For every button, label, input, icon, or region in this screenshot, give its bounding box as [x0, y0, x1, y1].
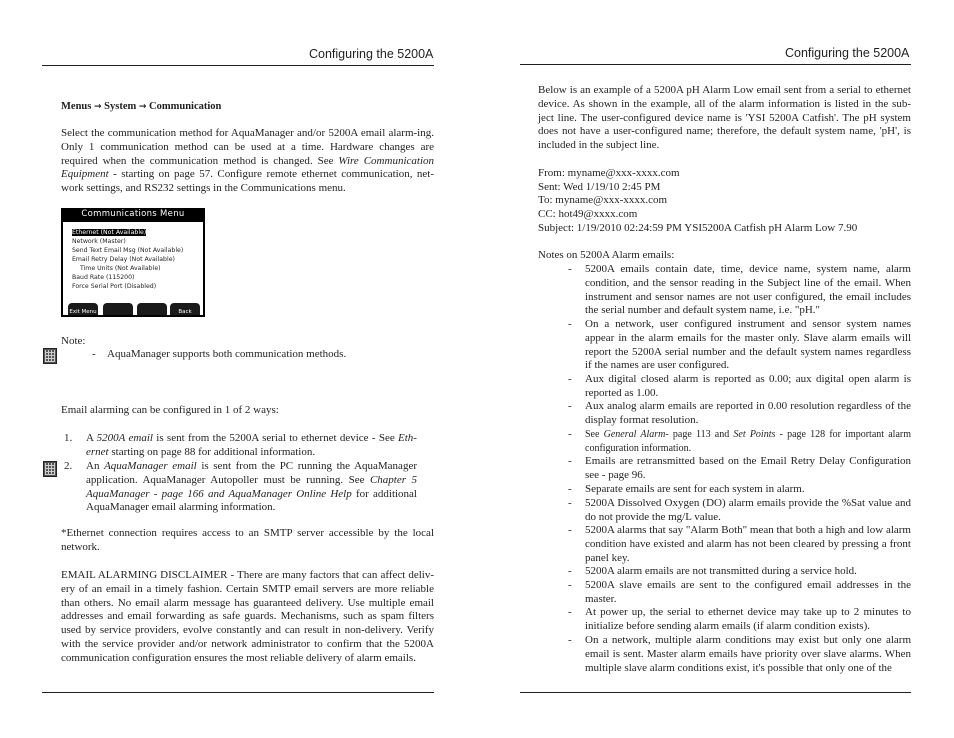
menu-item-email-retry-delay[interactable]: Email Retry Delay (Not Available) — [72, 256, 175, 263]
bullet-dash: - — [568, 606, 572, 618]
option-2-mid: is sent from the PC running the AquaManager application. AquaManager Autopoller must be running. See — [86, 460, 417, 486]
option-1-tail: starting on page 88 for additional information. — [108, 445, 316, 458]
email-example-intro: Below is an example of a 5200A pH Alarm Low email sent from a serial to ethernet device. As shown in the example, all of the alarm information is listed in the sub-ject line. The user-configured device name is 'YSI 5200A Catfish'. The pH system does not have a user-configured name; therefore, the default system name, 'pH', is included in the subject line. — [538, 84, 911, 152]
note-bullet-13: On a network, multiple alarm conditions may exist but only one alarm email is sent. Master alarm emails have priority over slave alarms. When multiple slave alarm conditions exist, it's possible that only one of the — [585, 634, 911, 674]
note-bullet-11: 5200A slave emails are sent to the configured email addresses in the master. — [585, 579, 911, 605]
breadcrumb-menus: Menus — [61, 101, 92, 112]
email-cc: CC: hot49@xxxx.com — [538, 208, 638, 220]
communications-menu-screen — [61, 208, 205, 317]
option-2-tail: for additional AquaManager email alarming information. — [86, 487, 417, 514]
bullet-dash: - — [568, 634, 572, 646]
softkey-back[interactable]: Back — [170, 303, 200, 315]
menu-item-baud-rate[interactable]: Baud Rate (115200) — [72, 274, 135, 281]
menu-item-force-serial-port[interactable]: Force Serial Port (Disabled) — [72, 283, 157, 290]
bullet-dash: - — [568, 373, 572, 385]
communication-intro — [61, 127, 434, 196]
left-footer-rule — [42, 692, 434, 693]
email-subject: Subject: 1/19/2010 02:24:59 PM YSI5200A Catfish pH Alarm Low 7.90 — [538, 222, 858, 234]
ethernet-smtp-note: *Ethernet connection requires access to an SMTP server accessible by the local network. — [61, 527, 434, 553]
intro-text-tail: - starting on page 57. Configure remote ethernet communication, net-work settings, and RS232 settings in the Communications menu. — [61, 168, 434, 195]
email-sent: Sent: Wed 1/19/10 2:45 PM — [538, 181, 661, 193]
option-1-text — [86, 432, 417, 460]
note-bullet-2: On a network, user configured instrument and sensor system names appear in the alarm emails for the master only. Slave alarm emails will report the 5200A serial number and the default system names regardless if the names are user configured. — [585, 318, 911, 372]
note-label: Note: — [61, 335, 86, 347]
bullet-dash: - — [568, 400, 572, 412]
general-alarm-link[interactable]: General Alarm — [603, 429, 666, 440]
menu-item-time-units[interactable]: Time Units (Not Available) — [80, 265, 161, 272]
breadcrumb-communication: Communication — [149, 101, 222, 112]
aquamanager-email-term: AquaManager email — [104, 460, 197, 472]
option-2-text — [86, 460, 417, 515]
see-tail: - page 128 for important alarm configuration information. — [585, 429, 911, 454]
menu-item-network[interactable]: Network (Master) — [72, 238, 126, 245]
bullet-dash: - — [568, 263, 572, 275]
bullet-dash: - — [568, 318, 572, 330]
left-header-rule — [42, 65, 434, 66]
right-footer-rule — [520, 692, 911, 693]
option-2-number: 2. — [64, 460, 73, 472]
email-from: From: myname@xxx-xxxx.com — [538, 167, 680, 179]
see-mid: - page 113 and — [665, 429, 734, 440]
bullet-dash: - — [568, 483, 572, 495]
bullet-dash: - — [568, 428, 572, 440]
notes-title: Notes on 5200A Alarm emails: — [538, 249, 675, 261]
note-bullet-3: Aux digital closed alarm is reported as 0.00; aux digital open alarm is reported as 1.00. — [585, 373, 911, 399]
menu-item-ethernet[interactable]: Ethernet (Not Available) — [72, 229, 147, 236]
5200a-email-term: 5200A email — [96, 432, 153, 444]
note-bullet-12: At power up, the serial to ethernet device may take up to 2 minutes to initialize before sending alarm emails (if alarm condition exists). — [585, 606, 911, 632]
bullet-dash: - — [568, 524, 572, 536]
breadcrumb-system: System — [104, 101, 137, 112]
email-to: To: myname@xxx-xxxx.com — [538, 194, 668, 206]
note-bullet-7: Separate emails are sent for each system in alarm. — [585, 483, 805, 495]
breadcrumb — [61, 100, 221, 115]
screen-title: Communications Menu — [81, 209, 185, 219]
email-config-intro: Email alarming can be configured in 1 of 2 ways: — [61, 404, 279, 416]
softkey-3[interactable] — [137, 303, 167, 315]
bullet-dash: - — [568, 579, 572, 591]
bullet-dash: - — [568, 497, 572, 509]
note-bullet-1: 5200A emails contain date, time, device name, system name, alarm condition, and the sensor reading in the Subject line of the email. When instrument and sensor names are not user configured, the email includes the serial number and default system name, i.e. "pH." — [585, 263, 911, 317]
breadcrumb-arrow: → — [93, 102, 102, 112]
note-bullet-4: Aux analog alarm emails are reported in 0.00 resolution regardless of the display format resolution. — [585, 400, 911, 426]
option-1-mid: is sent from the 5200A serial to ethernet device - See — [152, 432, 399, 444]
see-lead: See — [585, 429, 604, 440]
bullet-dash: - — [568, 565, 572, 577]
left-page-header: Configuring the 5200A — [309, 47, 434, 61]
right-page-header: Configuring the 5200A — [785, 46, 910, 60]
right-header-rule — [520, 64, 911, 65]
breadcrumb-arrow: → — [138, 102, 147, 112]
email-alarming-disclaimer: EMAIL ALARMING DISCLAIMER - There are many factors that can affect deliv-ery of an email in a timely fashion. Certain SMTP email servers are more reliable than others. No email alarm message has guaranteed delivery. Use multiple email addresses and email forwarding as safe guards. Mechanisms, such as spam filters used by service providers, evolve constantly and can result in non-delivery. Verify with the service provider and/or network administrator to confirm that the 5200A communication configuration ensures the most reliable delivery of alarm emails. — [61, 569, 434, 664]
note-dash: - — [92, 348, 96, 360]
wire-communication-link[interactable]: Wire Communication Equipment — [61, 154, 434, 181]
note-bullet-5 — [585, 428, 911, 456]
aquamanager-icon — [43, 348, 57, 364]
softkey-exit-menu[interactable]: Exit Menu — [68, 303, 98, 315]
menu-item-send-text-email[interactable]: Send Text Email Msg (Not Available) — [72, 247, 184, 254]
note-bullet-10: 5200A alarm emails are not transmitted during a service hold. — [585, 565, 857, 577]
aquamanager-icon — [43, 461, 57, 477]
option-1-number: 1. — [64, 432, 73, 444]
intro-text: Select the communication method for AquaManager and/or 5200A email alarm-ing. Only 1 communication method can be used at a time. Hardware changes are required when the communication method is changed. See — [61, 127, 434, 167]
note-bullet-6: Emails are retransmitted based on the Email Retry Delay Configuration see - page 96. — [585, 455, 911, 481]
ethernet-link[interactable]: Eth-ernet — [86, 432, 417, 458]
bullet-dash: - — [568, 455, 572, 467]
chapter-5-link[interactable]: Chapter 5 AquaManager - page 166 and AquaManager Online Help — [86, 473, 418, 500]
set-points-link[interactable]: Set Points — [733, 429, 776, 440]
note-bullet-8: 5200A Dissolved Oxygen (DO) alarm emails provide the %Sat value and do not provide the mg/L value. — [585, 497, 911, 523]
note-bullet-9: 5200A alarms that say "Alarm Both" mean that both a high and low alarm condition have existed and alarm has not been cleared by pressing a front panel key. — [585, 524, 911, 564]
softkey-2[interactable] — [103, 303, 133, 315]
option-2-lead: An — [86, 460, 105, 472]
option-1-lead: A — [86, 432, 97, 444]
note-text: AquaManager supports both communication methods. — [107, 348, 347, 360]
screen-body — [63, 222, 203, 315]
